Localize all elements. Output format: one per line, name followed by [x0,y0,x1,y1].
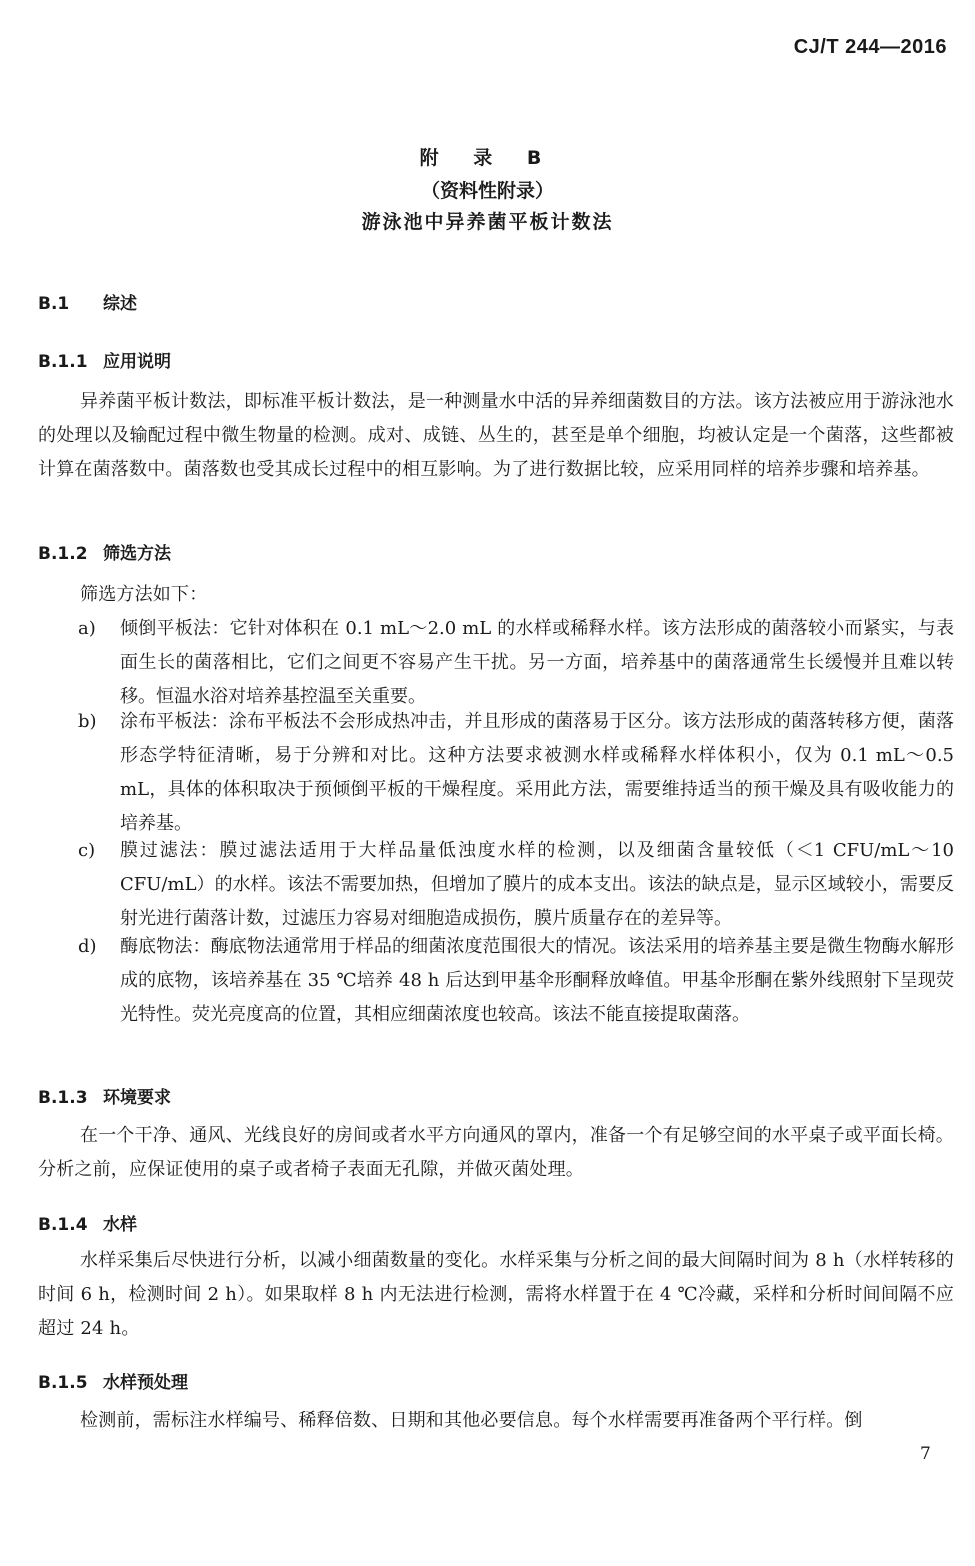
list-text: 涂布平板法：涂布平板法不会形成热冲击，并且形成的菌落易于区分。该方法形成的菌落转移方便，菌落形态学特征清晰，易于分辨和对比。这种方法要求被测水样或稀释水样体积小，仅为 0.1 mL～0.5 mL，具体的体积取决于预倾倒平板的干燥程度。采用此方法，需要维持适当的预干燥及具有吸收能力的培养基。 [120,711,954,834]
section-number: B.1.1 [38,352,88,372]
section-title: 水样 [103,1215,137,1235]
section-heading-b1-2 [38,539,171,564]
section-number: B.1.2 [38,544,88,564]
appendix-subtitle: （资料性附录） [420,180,554,202]
standard-number: CJ/T 244—2016 [793,36,947,58]
section-heading-b1-3 [38,1083,171,1108]
list-label: b) [78,711,97,732]
section-number: B.1.4 [38,1215,88,1235]
section-heading-b1 [38,289,137,314]
section-heading-b1-1 [38,347,171,372]
section-title: 水样预处理 [103,1373,188,1393]
paragraph-pretreatment: 检测前，需标注水样编号、稀释倍数、日期和其他必要信息。每个水样需要再准备两个平行样。倒 [80,1410,863,1431]
list-label: a) [78,618,96,639]
section-title: 环境要求 [103,1088,171,1108]
appendix-name: 游泳池中异养菌平板计数法 [361,211,614,233]
section-heading-b1-4 [38,1210,137,1235]
list-text: 倾倒平板法：它针对体积在 0.1 mL～2.0 mL 的水样或稀释水样。该方法形成的菌落较小而紧实，与表面生长的菌落相比，它们之间更不容易产生干扰。另一方面，培养基中的菌落通常生长缓慢并且难以转移。恒温水浴对培养基控温至关重要。 [120,618,954,707]
section-title: 综述 [103,294,137,314]
page-number: 7 [920,1444,931,1464]
section-number: B.1 [38,294,70,314]
paragraph-water-sample: 水样采集后尽快进行分析，以减小细菌数量的变化。水样采集与分析之间的最大间隔时间为 8 h（水样转移的时间 6 h，检测时间 2 h）。如果取样 8 h 内无法进行检测，需将水样置于在 4 ℃冷藏，采样和分析时间间隔不应超过 24 h。 [38,1250,954,1339]
list-text: 酶底物法：酶底物法通常用于样品的细菌浓度范围很大的情况。该法采用的培养基主要是微生物酶水解形成的底物，该培养基在 35 ℃培养 48 h 后达到甲基伞形酮释放峰值。甲基伞形酮在紫外线照射下呈现荧光特性。荧光亮度高的位置，其相应细菌浓度也较高。该法不能直接提取菌落。 [120,936,954,1025]
section-title: 应用说明 [103,352,171,372]
list-text: 膜过滤法：膜过滤法适用于大样品量低浊度水样的检测，以及细菌含量较低（＜1 CFU/mL～10 CFU/mL）的水样。该法不需要加热，但增加了膜片的成本支出。该法的缺点是，显示区域较小，需要反射光进行菌落计数，过滤压力容易对细胞造成损伤，膜片质量存在的差异等。 [120,840,954,929]
section-number: B.1.3 [38,1088,88,1108]
paragraph-screening-intro: 筛选方法如下： [80,584,208,605]
section-title: 筛选方法 [103,544,171,564]
section-heading-b1-5 [38,1368,188,1393]
paragraph-environment: 在一个干净、通风、光线良好的房间或者水平方向通风的罩内，准备一个有足够空间的水平桌子或平面长椅。分析之前，应保证使用的桌子或者椅子表面无孔隙，并做灭菌处理。 [38,1125,954,1180]
list-label: c) [78,840,96,861]
appendix-title: 附 录 B [419,147,556,169]
paragraph-application: 异养菌平板计数法，即标准平板计数法，是一种测量水中活的异养细菌数目的方法。该方法被应用于游泳池水的处理以及输配过程中微生物量的检测。成对、成链、丛生的，甚至是单个细胞，均被认定是一个菌落，这些都被计算在菌落数中。菌落数也受其成长过程中的相互影响。为了进行数据比较，应采用同样的培养步骤和培养基。 [38,391,954,480]
section-number: B.1.5 [38,1373,88,1393]
list-label: d) [78,936,97,957]
